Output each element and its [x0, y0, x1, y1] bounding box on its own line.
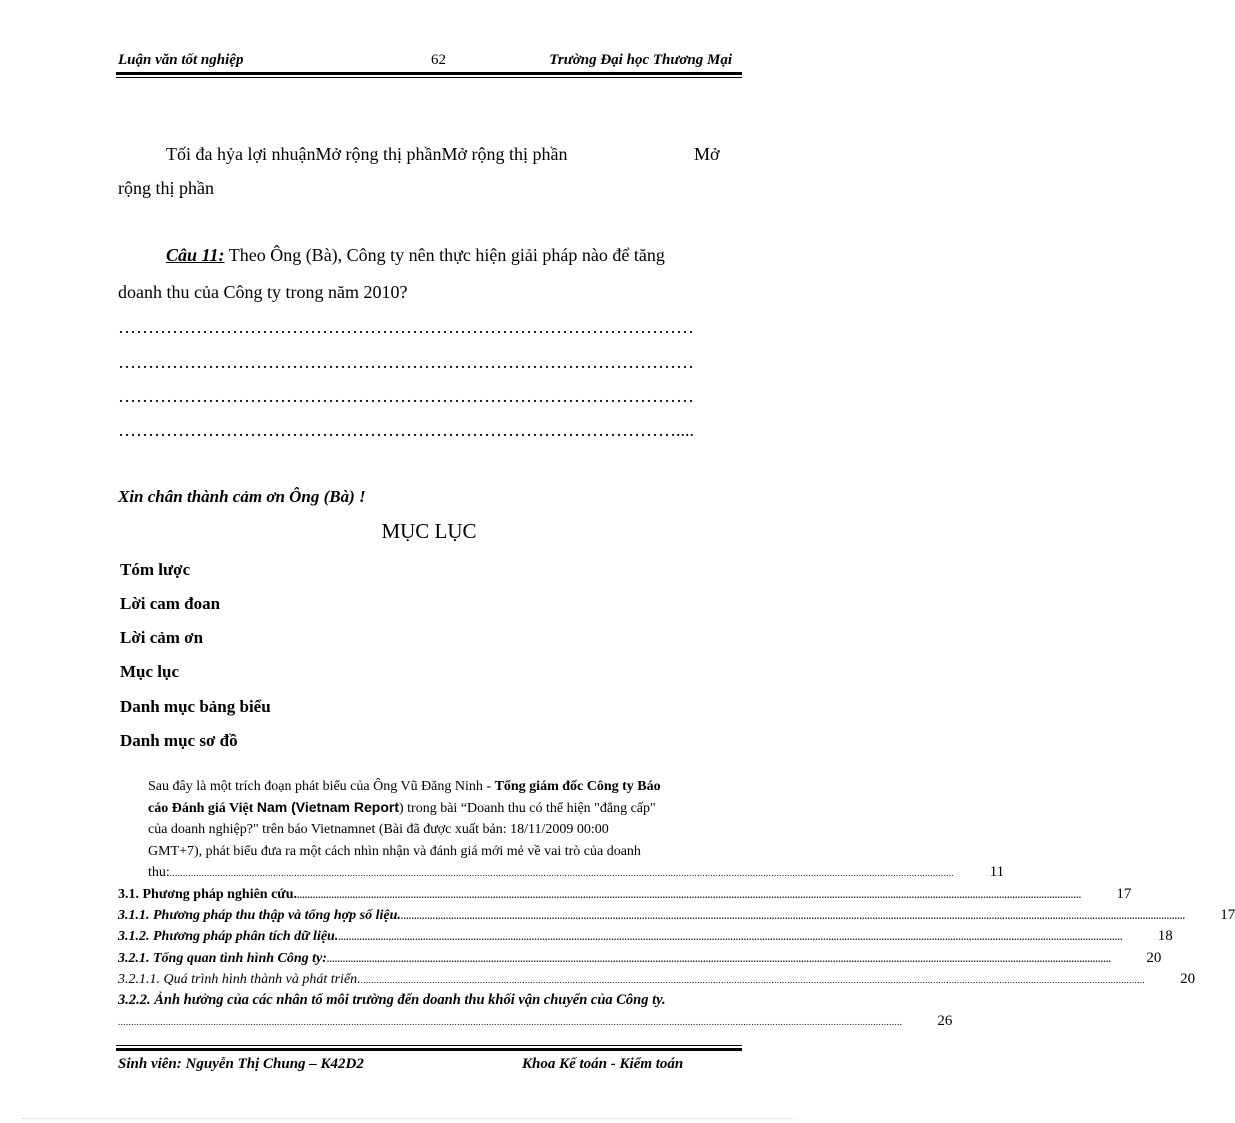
toc-main-item: Lời cam đoan: [120, 594, 221, 613]
page-edge: [22, 1118, 794, 1119]
toc-page-number: 18: [1157, 928, 1173, 944]
toc-entry-long-continuation: [118, 1013, 953, 1033]
footer-left: Sinh viên: Nguyễn Thị Chung – K42D2: [118, 1056, 364, 1072]
excerpt-line-4: GMT+7), phát biểu đưa ra một cách nhìn nhận và đánh giá mới mẻ về vai trò của doanh: [148, 844, 641, 859]
toc-main-item: Tóm lược: [120, 560, 191, 579]
leader-dots: ........................................................................................................................................................................................................................................................................................................: [297, 890, 1082, 900]
toc-entry: [118, 907, 1235, 927]
answer-line-2: rộng thị phần: [118, 178, 214, 198]
toc-main-item: Danh mục bảng biểu: [120, 697, 271, 716]
question-line-2: doanh thu của Công ty trong năm 2010?: [118, 282, 408, 302]
leader-dots: ........................................................................................................................................................................................................................................................................................................: [338, 932, 1123, 942]
toc-page-number: 26: [937, 1013, 953, 1029]
excerpt-text: Sau đây là một trích đoạn phát biểu của Ông Vũ Đăng Ninh -: [148, 779, 495, 794]
footer-right: Khoa Kế toán - Kiểm toán: [522, 1056, 684, 1072]
dotted-line: …………………………………………………………………………………....: [118, 420, 694, 440]
leader-dots: ........................................................................................................................................................................................................................................................................................................: [169, 868, 955, 878]
toc-page-number: 11: [989, 864, 1005, 880]
question-text-1: Theo Ông (Bà), Công ty nên thực hiện giải pháp nào để tăng: [224, 245, 665, 265]
dotted-line: ……………………………………………………………………………………: [118, 352, 694, 372]
leader-dots: ........................................................................................................................................................................................................................................................................................................: [326, 954, 1112, 964]
excerpt-bold-sans: Nam (Vietnam Report: [256, 799, 399, 815]
toc-page-number: 20: [1146, 950, 1162, 966]
toc-entry-label: 3.1. Phương pháp nghiên cứu.: [118, 887, 297, 902]
dotted-line: ……………………………………………………………………………………: [118, 317, 694, 337]
toc-entry-label: 3.1.1. Phương pháp thu thập và tổng hợp số liệu.: [118, 908, 401, 923]
toc-entry: [118, 928, 1173, 948]
header-left: Luận văn tốt nghiệp: [118, 52, 244, 68]
leader-dots: ........................................................................................................................................................................................................................................................................................................: [118, 1017, 903, 1027]
toc-entry-label: 3.2.1. Tổng quan tình hình Công ty:: [118, 951, 327, 966]
excerpt-bold: cáo Đánh giá Việt: [148, 801, 257, 816]
footer-rule-thin: [116, 1045, 742, 1046]
leader-dots: ........................................................................................................................................................................................................................................................................................................: [360, 975, 1146, 985]
leader-dots: ........................................................................................................................................................................................................................................................................................................: [400, 911, 1186, 921]
toc-entry: [118, 971, 1196, 991]
toc-main-item: Mục lục: [120, 662, 180, 681]
header-right: Trường Đại học Thương Mại: [549, 52, 732, 68]
toc-entry-label: 3.1.2. Phương pháp phân tích dữ liệu.: [118, 929, 339, 944]
excerpt-text: ) trong bài “Doanh thu có thể hiện "đẳng cấp": [399, 801, 656, 816]
excerpt-line-5: [148, 864, 1005, 884]
answer-line-1: Tối đa hỷa lợi nhuậnMở rộng thị phầnMở rộng thị phần: [166, 144, 568, 164]
excerpt-line-2: [148, 799, 656, 817]
excerpt-text: thu:: [148, 865, 170, 880]
toc-page-number: 17: [1220, 907, 1235, 923]
question-label: Câu 11:: [166, 245, 225, 265]
toc-title: MỤC LỤC: [381, 519, 477, 543]
toc-entry-long-label: 3.2.2. Ảnh hưởng của các nhân tố môi trường đến doanh thu khối vận chuyển của Công ty.: [118, 992, 666, 1008]
toc-page-number: 20: [1180, 971, 1196, 987]
header-rule-thin: [116, 77, 742, 78]
toc-page-number: 17: [1116, 886, 1132, 902]
toc-entry-label: 3.2.1.1. Quá trình hình thành và phát triển.: [118, 972, 361, 987]
thanks-line: Xin chân thành cảm ơn Ông (Bà) !: [118, 487, 366, 506]
toc-entry: [118, 886, 1132, 906]
answer-line-1-end: Mở: [694, 144, 720, 164]
toc-main-item: Lời cảm ơn: [120, 628, 204, 647]
toc-entry: [118, 950, 1162, 970]
footer-rule-thick: [116, 1048, 742, 1051]
excerpt-bold: Tổng giám đốc Công ty Báo: [494, 779, 661, 794]
excerpt-line-3: của doanh nghiệp?" trên báo Vietnamnet (Bài đã được xuất bản: 18/11/2009 00:00: [148, 822, 609, 837]
header-rule-thick: [116, 72, 742, 75]
excerpt-line-1: [148, 779, 661, 795]
page-number: 62: [431, 52, 446, 68]
dotted-line: ……………………………………………………………………………………: [118, 386, 694, 406]
toc-main-item: Danh mục sơ đồ: [120, 731, 238, 750]
question-line-1: [166, 245, 665, 266]
